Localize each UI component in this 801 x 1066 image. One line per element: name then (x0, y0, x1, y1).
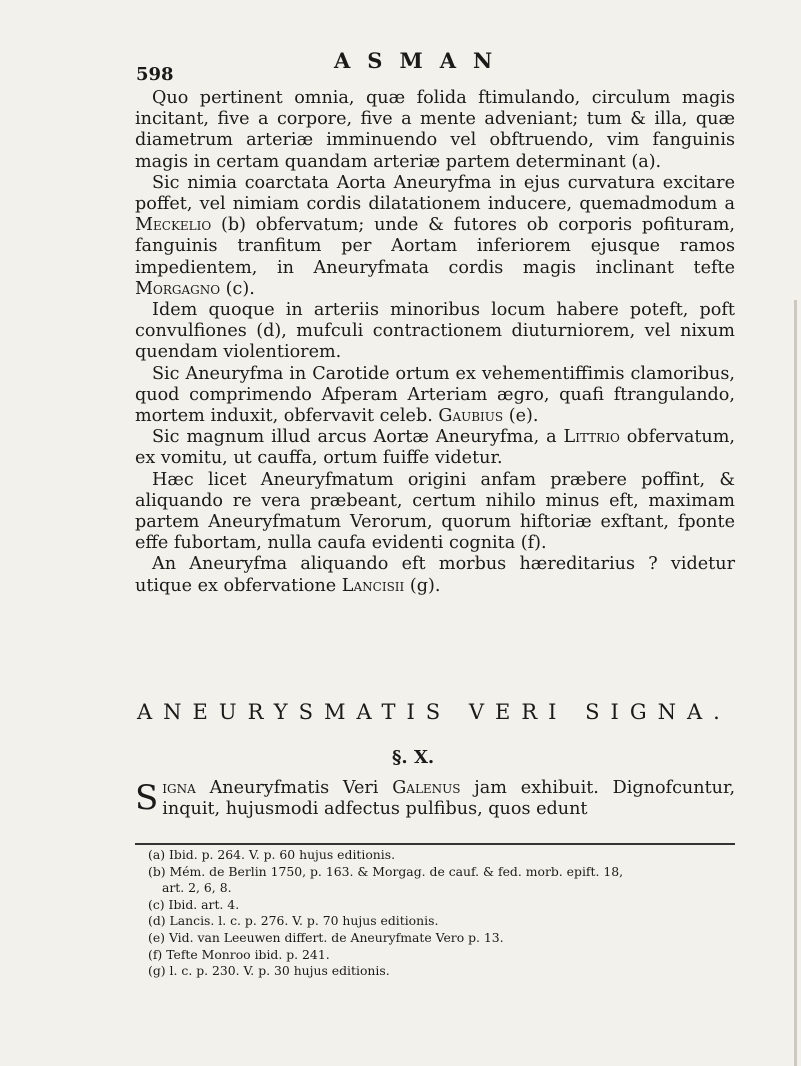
footnote: (c) Ibid. art. 4. (148, 896, 240, 912)
paragraph-1: Quo pertinent omnia, quæ folida ftimulando, circulum magis incitant, five a corpore, five a mente adveniant; tum & illa, quæ diametrum arteriæ imminuendo vel obftruendo, vim fanguinis magis in certam quandam arteriæ partem determinant (a). (135, 88, 735, 172)
paragraph-6: Hæc licet Aneuryfmatum origini anfam præbere poffint, & aliquando re vera præbeant, certum nihilo minus eft, maximam partem Aneuryfmatum Verorum, quorum hiftoriæ exftant, fponte effe fubortam, nulla caufa evidenti cognita (f). (135, 469, 735, 554)
footnote: (d) Lancis. l. c. p. 276. V. p. 70 hujus editionis. (148, 913, 439, 929)
footnote: (f) Tefte Monroo ibid. p. 241. (148, 946, 330, 962)
footnote-rule (135, 843, 735, 845)
paragraph-4: Sic Aneuryfma in Carotide ortum ex vehementiffimis clamoribus, quod comprimendo Afperam Arteriam ægro, quafi ftrangulando, mortem induxit, obfervavit celeb. Gaubius (e). (135, 363, 735, 427)
footnote: (g) l. c. p. 230. V. p. 30 hujus editionis. (148, 963, 390, 979)
page-header (0, 44, 801, 84)
running-head: ASMAN (334, 48, 510, 73)
footnote: (e) Vid. van Leeuwen differt. de Aneuryfmate Vero p. 13. (148, 929, 504, 945)
author-name: Gaubius (438, 406, 504, 427)
paragraph-7: An Aneuryfma aliquando eft morbus hæreditarius ? videtur utique ex obfervatione Lancisii (g). (135, 554, 735, 596)
section-number: §. X. (392, 747, 435, 768)
paragraph-2: Sic nimia coarctata Aorta Aneuryfma in ejus curvatura excitare poffet, vel nimiam cordis dilatationem inducere, quemadmodum a Meckelio (b) obfervatum; unde & futores ob corporis pofituram, fanguinis tranfitum per Aortam inferiorem ejusque ramos impedientem, in Aneuryfmata cordis magis inclinant tefte Morgagno (c). (135, 172, 735, 299)
paragraph-5: Sic magnum illud arcus Aortæ Aneuryfma, a Littrio obfervatum, ex vomitu, ut cauffa, ortum fuiffe videtur. (135, 427, 736, 469)
section-heading: ANEURYSMATIS VERI SIGNA. (137, 700, 731, 724)
page-edge (794, 300, 797, 1066)
footnote-continuation: art. 2, 6, 8. (162, 880, 232, 896)
drop-cap: S (135, 778, 159, 818)
paragraph-3: Idem quoque in arteriis minoribus locum habere poteft, poft convulfiones (d), mufculi contractionem diuturniorem, vel nixum quendam violentiorem. (135, 300, 735, 363)
page-number: 598 (136, 64, 174, 85)
body-text (135, 88, 735, 597)
footnote: (a) Ibid. p. 264. V. p. 60 hujus editionis. (148, 847, 396, 862)
author-name: Galenus (392, 778, 461, 798)
footnote: (b) Mém. de Berlin 1750, p. 163. & Morgag. de cauf. & fed. morb. epift. 18, (148, 863, 624, 879)
author-name: Meckelio (135, 215, 212, 236)
author-name: Lancisii (341, 575, 405, 596)
footnotes (148, 847, 748, 980)
section-text: Signa Aneuryfmatis Veri Galenus jam exhibuit. Dignofcuntur, inquit, hujusmodi adfectus pulfibus, quos edunt (135, 778, 736, 820)
first-word: igna (162, 778, 196, 798)
author-name: Littrio (563, 427, 620, 448)
author-name: Morgagno (135, 278, 221, 299)
